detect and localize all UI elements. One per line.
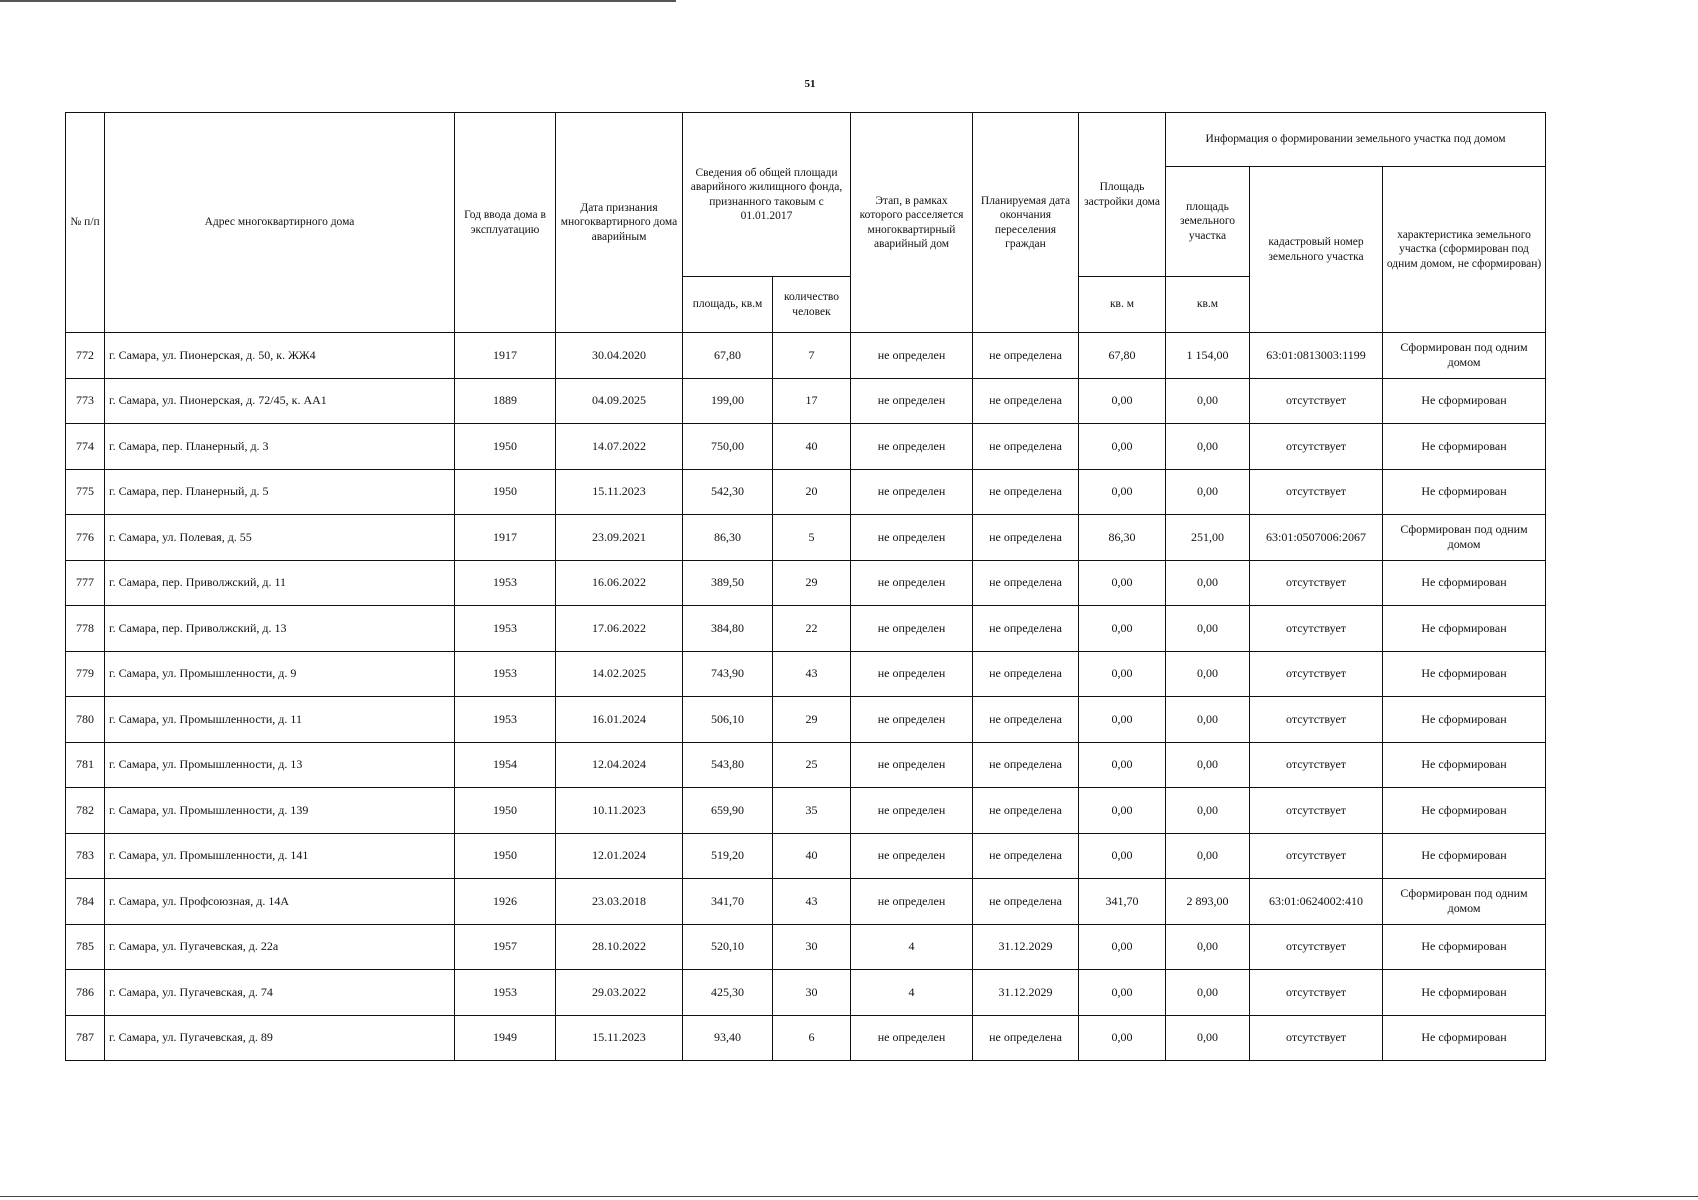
cell-address: г. Самара, ул. Промышленности, д. 11 bbox=[105, 697, 455, 743]
cell-end: не определена bbox=[973, 879, 1079, 925]
cell-end: не определена bbox=[973, 742, 1079, 788]
cell-num: 782 bbox=[66, 788, 105, 834]
cell-land: 0,00 bbox=[1166, 924, 1250, 970]
cell-char: Не сформирован bbox=[1383, 606, 1546, 652]
cell-area: 425,30 bbox=[683, 970, 773, 1016]
cell-stage: 4 bbox=[851, 924, 973, 970]
cell-cadastral: отсутствует bbox=[1250, 697, 1383, 743]
scan-edge-top bbox=[0, 0, 676, 2]
cell-num: 784 bbox=[66, 879, 105, 925]
cell-people: 43 bbox=[773, 879, 851, 925]
table-row bbox=[66, 924, 1546, 970]
table-row bbox=[66, 833, 1546, 879]
cell-num: 785 bbox=[66, 924, 105, 970]
cell-area: 659,90 bbox=[683, 788, 773, 834]
cell-land: 0,00 bbox=[1166, 469, 1250, 515]
cell-build: 0,00 bbox=[1079, 697, 1166, 743]
cell-year: 1950 bbox=[455, 788, 556, 834]
cell-people: 7 bbox=[773, 333, 851, 379]
cell-end: не определена bbox=[973, 515, 1079, 561]
cell-end: не определена bbox=[973, 788, 1079, 834]
cell-address: г. Самара, ул. Пионерская, д. 50, к. ЖЖ4 bbox=[105, 333, 455, 379]
cell-end: не определена bbox=[973, 424, 1079, 470]
cell-stage: не определен bbox=[851, 606, 973, 652]
cell-cadastral: 63:01:0507006:2067 bbox=[1250, 515, 1383, 561]
cell-year: 1950 bbox=[455, 469, 556, 515]
emergency-housing-table bbox=[65, 112, 1546, 1061]
cell-address: г. Самара, ул. Промышленности, д. 141 bbox=[105, 833, 455, 879]
cell-cadastral: отсутствует bbox=[1250, 606, 1383, 652]
cell-build: 0,00 bbox=[1079, 924, 1166, 970]
cell-cadastral: отсутствует bbox=[1250, 788, 1383, 834]
cell-year: 1954 bbox=[455, 742, 556, 788]
cell-address: г. Самара, пер. Приволжский, д. 11 bbox=[105, 560, 455, 606]
cell-stage: не определен bbox=[851, 651, 973, 697]
cell-num: 774 bbox=[66, 424, 105, 470]
cell-num: 783 bbox=[66, 833, 105, 879]
cell-stage: не определен bbox=[851, 788, 973, 834]
cell-people: 40 bbox=[773, 833, 851, 879]
cell-build: 67,80 bbox=[1079, 333, 1166, 379]
cell-address: г. Самара, ул. Промышленности, д. 9 bbox=[105, 651, 455, 697]
cell-date: 23.09.2021 bbox=[556, 515, 683, 561]
cell-year: 1953 bbox=[455, 560, 556, 606]
cell-cadastral: отсутствует bbox=[1250, 469, 1383, 515]
cell-build: 0,00 bbox=[1079, 378, 1166, 424]
cell-num: 781 bbox=[66, 742, 105, 788]
cell-build: 0,00 bbox=[1079, 1015, 1166, 1061]
cell-area: 743,90 bbox=[683, 651, 773, 697]
cell-cadastral: отсутствует bbox=[1250, 651, 1383, 697]
cell-date: 28.10.2022 bbox=[556, 924, 683, 970]
cell-num: 772 bbox=[66, 333, 105, 379]
cell-year: 1953 bbox=[455, 651, 556, 697]
cell-end: не определена bbox=[973, 697, 1079, 743]
cell-end: 31.12.2029 bbox=[973, 970, 1079, 1016]
cell-people: 22 bbox=[773, 606, 851, 652]
cell-char: Сформирован под одним домом bbox=[1383, 333, 1546, 379]
cell-people: 40 bbox=[773, 424, 851, 470]
cell-area: 199,00 bbox=[683, 378, 773, 424]
cell-build: 0,00 bbox=[1079, 970, 1166, 1016]
cell-end: не определена bbox=[973, 378, 1079, 424]
cell-land: 0,00 bbox=[1166, 833, 1250, 879]
cell-char: Не сформирован bbox=[1383, 378, 1546, 424]
cell-char: Не сформирован bbox=[1383, 788, 1546, 834]
cell-people: 6 bbox=[773, 1015, 851, 1061]
cell-area: 86,30 bbox=[683, 515, 773, 561]
cell-date: 16.01.2024 bbox=[556, 697, 683, 743]
cell-stage: не определен bbox=[851, 1015, 973, 1061]
cell-people: 25 bbox=[773, 742, 851, 788]
cell-build: 0,00 bbox=[1079, 469, 1166, 515]
cell-stage: 4 bbox=[851, 970, 973, 1016]
cell-build: 0,00 bbox=[1079, 606, 1166, 652]
cell-area: 67,80 bbox=[683, 333, 773, 379]
header-planned-end: Планируемая дата окончания переселения граждан bbox=[973, 113, 1079, 333]
cell-cadastral: отсутствует bbox=[1250, 1015, 1383, 1061]
cell-people: 17 bbox=[773, 378, 851, 424]
cell-people: 43 bbox=[773, 651, 851, 697]
cell-num: 779 bbox=[66, 651, 105, 697]
cell-land: 0,00 bbox=[1166, 697, 1250, 743]
cell-land: 0,00 bbox=[1166, 1015, 1250, 1061]
cell-char: Сформирован под одним домом bbox=[1383, 515, 1546, 561]
cell-cadastral: отсутствует bbox=[1250, 424, 1383, 470]
cell-year: 1953 bbox=[455, 697, 556, 743]
cell-address: г. Самара, пер. Планерный, д. 3 bbox=[105, 424, 455, 470]
cell-build: 0,00 bbox=[1079, 651, 1166, 697]
cell-stage: не определен bbox=[851, 879, 973, 925]
cell-char: Не сформирован bbox=[1383, 970, 1546, 1016]
cell-stage: не определен bbox=[851, 469, 973, 515]
cell-num: 787 bbox=[66, 1015, 105, 1061]
header-num: № п/п bbox=[66, 113, 105, 333]
cell-end: не определена bbox=[973, 560, 1079, 606]
cell-cadastral: отсутствует bbox=[1250, 970, 1383, 1016]
cell-address: г. Самара, ул. Пугачевская, д. 22а bbox=[105, 924, 455, 970]
cell-people: 35 bbox=[773, 788, 851, 834]
cell-address: г. Самара, ул. Профсоюзная, д. 14А bbox=[105, 879, 455, 925]
cell-build: 0,00 bbox=[1079, 833, 1166, 879]
table-row bbox=[66, 879, 1546, 925]
cell-year: 1889 bbox=[455, 378, 556, 424]
cell-year: 1957 bbox=[455, 924, 556, 970]
scan-edge-bottom bbox=[0, 1196, 1698, 1197]
cell-date: 23.03.2018 bbox=[556, 879, 683, 925]
cell-stage: не определен bbox=[851, 742, 973, 788]
cell-year: 1950 bbox=[455, 833, 556, 879]
cell-char: Не сформирован bbox=[1383, 1015, 1546, 1061]
cell-address: г. Самара, ул. Пионерская, д. 72/45, к. АА1 bbox=[105, 378, 455, 424]
cell-cadastral: отсутствует bbox=[1250, 924, 1383, 970]
table-row bbox=[66, 424, 1546, 470]
cell-land: 251,00 bbox=[1166, 515, 1250, 561]
cell-num: 773 bbox=[66, 378, 105, 424]
cell-year: 1949 bbox=[455, 1015, 556, 1061]
cell-build: 0,00 bbox=[1079, 560, 1166, 606]
cell-date: 29.03.2022 bbox=[556, 970, 683, 1016]
cell-cadastral: отсутствует bbox=[1250, 833, 1383, 879]
cell-people: 20 bbox=[773, 469, 851, 515]
cell-land: 0,00 bbox=[1166, 560, 1250, 606]
cell-stage: не определен bbox=[851, 697, 973, 743]
table-row bbox=[66, 697, 1546, 743]
cell-area: 341,70 bbox=[683, 879, 773, 925]
cell-address: г. Самара, ул. Пугачевская, д. 74 bbox=[105, 970, 455, 1016]
cell-area: 506,10 bbox=[683, 697, 773, 743]
cell-build: 0,00 bbox=[1079, 788, 1166, 834]
cell-num: 780 bbox=[66, 697, 105, 743]
cell-date: 14.07.2022 bbox=[556, 424, 683, 470]
cell-stage: не определен bbox=[851, 833, 973, 879]
cell-stage: не определен bbox=[851, 515, 973, 561]
header-date-recognition: Дата признания многоквартирного дома аварийным bbox=[556, 113, 683, 333]
header-fund-info: Сведения об общей площади аварийного жилищного фонда, признанного таковым с 01.01.2017 bbox=[683, 113, 851, 277]
table-row bbox=[66, 788, 1546, 834]
cell-end: не определена bbox=[973, 1015, 1079, 1061]
cell-people: 29 bbox=[773, 560, 851, 606]
cell-land: 0,00 bbox=[1166, 970, 1250, 1016]
table-row bbox=[66, 469, 1546, 515]
cell-land: 0,00 bbox=[1166, 651, 1250, 697]
cell-build: 86,30 bbox=[1079, 515, 1166, 561]
cell-date: 14.02.2025 bbox=[556, 651, 683, 697]
header-address: Адрес многоквартирного дома bbox=[105, 113, 455, 333]
cell-address: г. Самара, пер. Планерный, д. 5 bbox=[105, 469, 455, 515]
cell-cadastral: отсутствует bbox=[1250, 742, 1383, 788]
cell-date: 15.11.2023 bbox=[556, 1015, 683, 1061]
cell-land: 0,00 bbox=[1166, 378, 1250, 424]
cell-year: 1950 bbox=[455, 424, 556, 470]
cell-people: 30 bbox=[773, 924, 851, 970]
cell-date: 15.11.2023 bbox=[556, 469, 683, 515]
table-row bbox=[66, 378, 1546, 424]
cell-address: г. Самара, ул. Полевая, д. 55 bbox=[105, 515, 455, 561]
cell-char: Не сформирован bbox=[1383, 697, 1546, 743]
cell-land: 0,00 bbox=[1166, 424, 1250, 470]
cell-stage: не определен bbox=[851, 560, 973, 606]
cell-date: 17.06.2022 bbox=[556, 606, 683, 652]
cell-char: Не сформирован bbox=[1383, 560, 1546, 606]
cell-end: не определена bbox=[973, 651, 1079, 697]
cell-address: г. Самара, пер. Приволжский, д. 13 bbox=[105, 606, 455, 652]
cell-char: Не сформирован bbox=[1383, 651, 1546, 697]
cell-char: Не сформирован bbox=[1383, 924, 1546, 970]
cell-char: Сформирован под одним домом bbox=[1383, 879, 1546, 925]
cell-year: 1917 bbox=[455, 333, 556, 379]
cell-address: г. Самара, ул. Промышленности, д. 139 bbox=[105, 788, 455, 834]
cell-date: 30.04.2020 bbox=[556, 333, 683, 379]
cell-people: 5 bbox=[773, 515, 851, 561]
page-number: 51 bbox=[804, 78, 816, 90]
cell-cadastral: отсутствует bbox=[1250, 560, 1383, 606]
cell-num: 786 bbox=[66, 970, 105, 1016]
cell-year: 1953 bbox=[455, 606, 556, 652]
cell-num: 776 bbox=[66, 515, 105, 561]
cell-char: Не сформирован bbox=[1383, 424, 1546, 470]
cell-build: 0,00 bbox=[1079, 742, 1166, 788]
cell-land: 0,00 bbox=[1166, 606, 1250, 652]
header-year: Год ввода дома в эксплуатацию bbox=[455, 113, 556, 333]
table-row bbox=[66, 515, 1546, 561]
cell-cadastral: отсутствует bbox=[1250, 378, 1383, 424]
table-row bbox=[66, 651, 1546, 697]
cell-people: 29 bbox=[773, 697, 851, 743]
cell-stage: не определен bbox=[851, 333, 973, 379]
cell-char: Не сформирован bbox=[1383, 833, 1546, 879]
cell-year: 1926 bbox=[455, 879, 556, 925]
header-fund-people: количество человек bbox=[773, 277, 851, 333]
cell-end: не определена bbox=[973, 333, 1079, 379]
cell-area: 389,50 bbox=[683, 560, 773, 606]
cell-area: 384,80 bbox=[683, 606, 773, 652]
table-row bbox=[66, 970, 1546, 1016]
cell-date: 10.11.2023 bbox=[556, 788, 683, 834]
cell-num: 777 bbox=[66, 560, 105, 606]
cell-year: 1953 bbox=[455, 970, 556, 1016]
cell-address: г. Самара, ул. Промышленности, д. 13 bbox=[105, 742, 455, 788]
header-stage: Этап, в рамках которого расселяется многоквартирный аварийный дом bbox=[851, 113, 973, 333]
cell-num: 775 bbox=[66, 469, 105, 515]
cell-date: 16.06.2022 bbox=[556, 560, 683, 606]
header-land-info: Информация о формировании земельного участка под домом bbox=[1166, 113, 1546, 167]
cell-end: не определена bbox=[973, 469, 1079, 515]
header-land-area: площадь земельного участка bbox=[1166, 167, 1250, 277]
cell-num: 778 bbox=[66, 606, 105, 652]
cell-land: 2 893,00 bbox=[1166, 879, 1250, 925]
cell-address: г. Самара, ул. Пугачевская, д. 89 bbox=[105, 1015, 455, 1061]
table-row bbox=[66, 1015, 1546, 1061]
cell-char: Не сформирован bbox=[1383, 469, 1546, 515]
cell-cadastral: 63:01:0624002:410 bbox=[1250, 879, 1383, 925]
cell-build: 341,70 bbox=[1079, 879, 1166, 925]
header-cadastral: кадастровый номер земельного участка bbox=[1250, 167, 1383, 333]
header-fund-area: площадь, кв.м bbox=[683, 277, 773, 333]
cell-end: не определена bbox=[973, 606, 1079, 652]
table-row bbox=[66, 606, 1546, 652]
cell-area: 519,20 bbox=[683, 833, 773, 879]
cell-end: 31.12.2029 bbox=[973, 924, 1079, 970]
cell-stage: не определен bbox=[851, 378, 973, 424]
table-row bbox=[66, 742, 1546, 788]
cell-area: 93,40 bbox=[683, 1015, 773, 1061]
cell-area: 750,00 bbox=[683, 424, 773, 470]
header-land-area-unit: кв.м bbox=[1166, 277, 1250, 333]
table-row bbox=[66, 333, 1546, 379]
cell-stage: не определен bbox=[851, 424, 973, 470]
table-row bbox=[66, 560, 1546, 606]
cell-people: 30 bbox=[773, 970, 851, 1016]
cell-land: 0,00 bbox=[1166, 788, 1250, 834]
cell-area: 542,30 bbox=[683, 469, 773, 515]
header-build-area: Площадь застройки дома bbox=[1079, 113, 1166, 277]
cell-cadastral: 63:01:0813003:1199 bbox=[1250, 333, 1383, 379]
cell-area: 543,80 bbox=[683, 742, 773, 788]
cell-date: 04.09.2025 bbox=[556, 378, 683, 424]
cell-area: 520,10 bbox=[683, 924, 773, 970]
header-land-char: характеристика земельного участка (сформирован под одним домом, не сформирован) bbox=[1383, 167, 1546, 333]
cell-date: 12.01.2024 bbox=[556, 833, 683, 879]
cell-char: Не сформирован bbox=[1383, 742, 1546, 788]
cell-end: не определена bbox=[973, 833, 1079, 879]
header-build-area-unit: кв. м bbox=[1079, 277, 1166, 333]
cell-date: 12.04.2024 bbox=[556, 742, 683, 788]
cell-land: 0,00 bbox=[1166, 742, 1250, 788]
cell-land: 1 154,00 bbox=[1166, 333, 1250, 379]
cell-year: 1917 bbox=[455, 515, 556, 561]
cell-build: 0,00 bbox=[1079, 424, 1166, 470]
